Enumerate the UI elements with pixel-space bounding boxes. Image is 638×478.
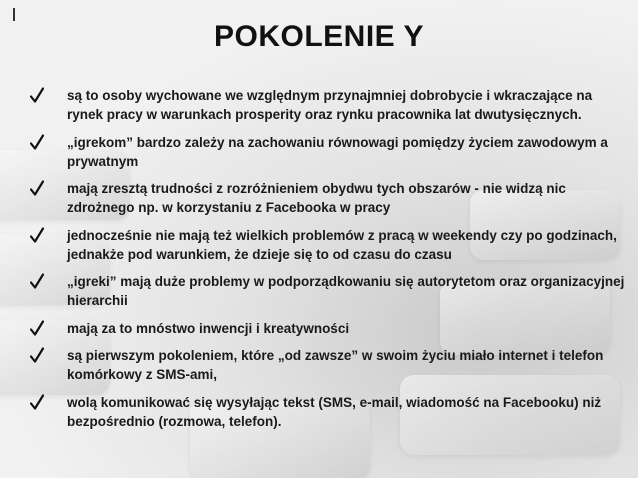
check-icon	[30, 180, 44, 197]
bullet-item	[30, 272, 625, 310]
slide-title: POKOLENIE Y	[214, 20, 424, 53]
check-icon	[30, 347, 44, 364]
bullet-text: jednocześnie nie mają też wielkich problemów z pracą w weekendy czy po godzinach, jednakże pod warunkiem, że dzieje się to od czasu do czasu	[67, 227, 617, 262]
check-icon	[30, 87, 44, 104]
bullet-item	[30, 393, 625, 431]
bullet-text: „igrekom” bardzo zależy na zachowaniu równowagi pomiędzy życiem zawodowym a prywatnym	[67, 134, 608, 169]
bullet-item	[30, 226, 625, 264]
bullet-item	[30, 319, 625, 338]
bullet-item	[30, 179, 625, 217]
bullet-text: mają za to mnóstwo inwencji i kreatywności	[67, 320, 350, 336]
bullet-text: wolą komunikować się wysyłając tekst (SMS, e-mail, wiadomość na Facebooku) niż bezpośrednio (rozmowa, telefon).	[67, 394, 602, 429]
bullet-text: są to osoby wychowane we względnym przynajmniej dobrobycie i wkraczające na rynek pracy w warunkach prosperity oraz rynku pracownika lat dwutysięcznych.	[67, 88, 593, 122]
bullet-item	[30, 133, 625, 171]
bullet-item	[30, 346, 625, 384]
check-icon	[30, 273, 44, 290]
check-icon	[30, 227, 44, 244]
bullet-list	[30, 86, 625, 439]
check-icon	[30, 134, 44, 151]
check-icon	[30, 394, 44, 411]
bullet-item	[30, 86, 625, 124]
bullet-text: „igreki” mają duże problemy w podporządkowaniu się autorytetom oraz organizacyjnej hierarchii	[67, 274, 625, 308]
bullet-text: mają zresztą trudności z rozróżnieniem obydwu tych obszarów - nie widzą nic zdrożnego np. w korzystaniu z Facebooka w pracy	[67, 181, 566, 215]
bullet-text: są pierwszym pokoleniem, które „od zawsze” w swoim życiu miało internet i telefon komórkowy z SMS-ami,	[67, 348, 604, 382]
check-icon	[30, 320, 44, 337]
